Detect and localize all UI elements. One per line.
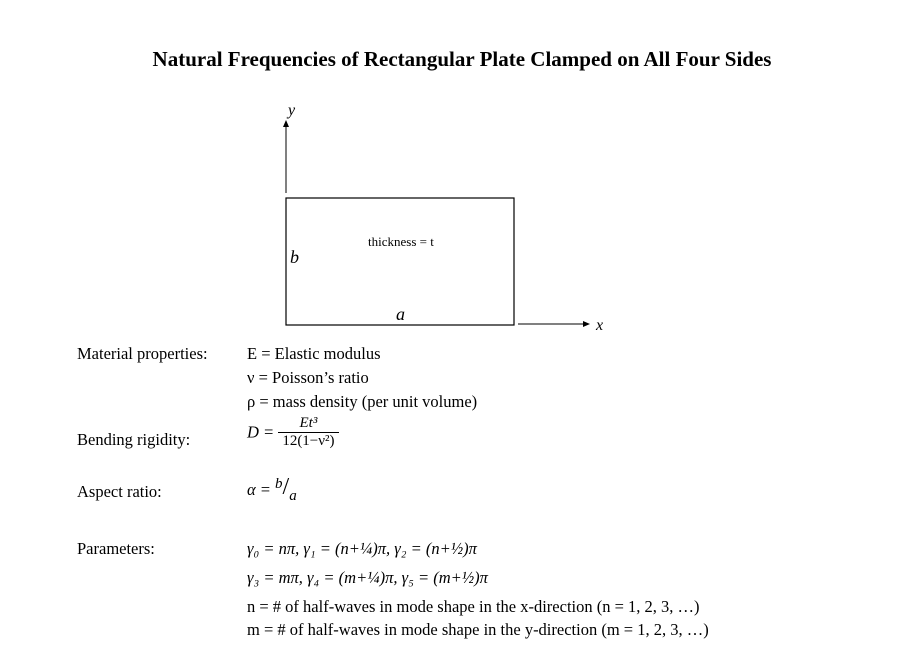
params-line-3: n = # of half-waves in mode shape in the x-direction (n = 1, 2, 3, …): [247, 597, 700, 616]
bending-denominator: 12(1−ν²): [282, 433, 335, 449]
axis-y-label: y: [288, 102, 296, 119]
y-axis-arrowhead: [283, 120, 289, 127]
bending-formula: [247, 415, 339, 450]
material-line-nu: ν = Poisson’s ratio: [247, 368, 369, 387]
aspect-formula: [247, 474, 297, 505]
bending-label: Bending rigidity:: [77, 430, 191, 449]
material-line-rho: ρ = mass density (per unit volume): [247, 392, 478, 411]
side-a-label: a: [396, 304, 405, 324]
aspect-denominator: a: [289, 488, 297, 504]
params-line-1: γ₀ = nπ, γ₁ = (n+¼)π, γ₂ = (n+½)π: [247, 539, 477, 558]
aspect-lhs: α =: [247, 480, 271, 500]
axis-x-label: x: [596, 317, 604, 334]
bending-lhs: D =: [247, 422, 275, 442]
material-line-e: E = Elastic modulus: [247, 344, 381, 363]
params-line-2: γ₃ = mπ, γ₄ = (m+¼)π, γ₅ = (m+½)π: [247, 568, 488, 587]
aspect-slash: /: [282, 474, 290, 500]
bending-numerator: Et³: [278, 415, 338, 433]
bending-fraction: [278, 415, 338, 450]
params-line-4: m = # of half-waves in mode shape in the y-direction (m = 1, 2, 3, …): [247, 620, 709, 639]
thickness-label: thickness = t: [368, 234, 434, 249]
x-axis-arrowhead: [583, 321, 590, 327]
side-b-label: b: [290, 247, 299, 267]
aspect-numerator: b: [275, 476, 283, 492]
aspect-label: Aspect ratio:: [77, 482, 162, 501]
params-label: Parameters:: [77, 539, 155, 558]
page-title: Natural Frequencies of Rectangular Plate Clamped on All Four Sides: [152, 47, 772, 71]
material-label: Material properties:: [77, 344, 208, 363]
